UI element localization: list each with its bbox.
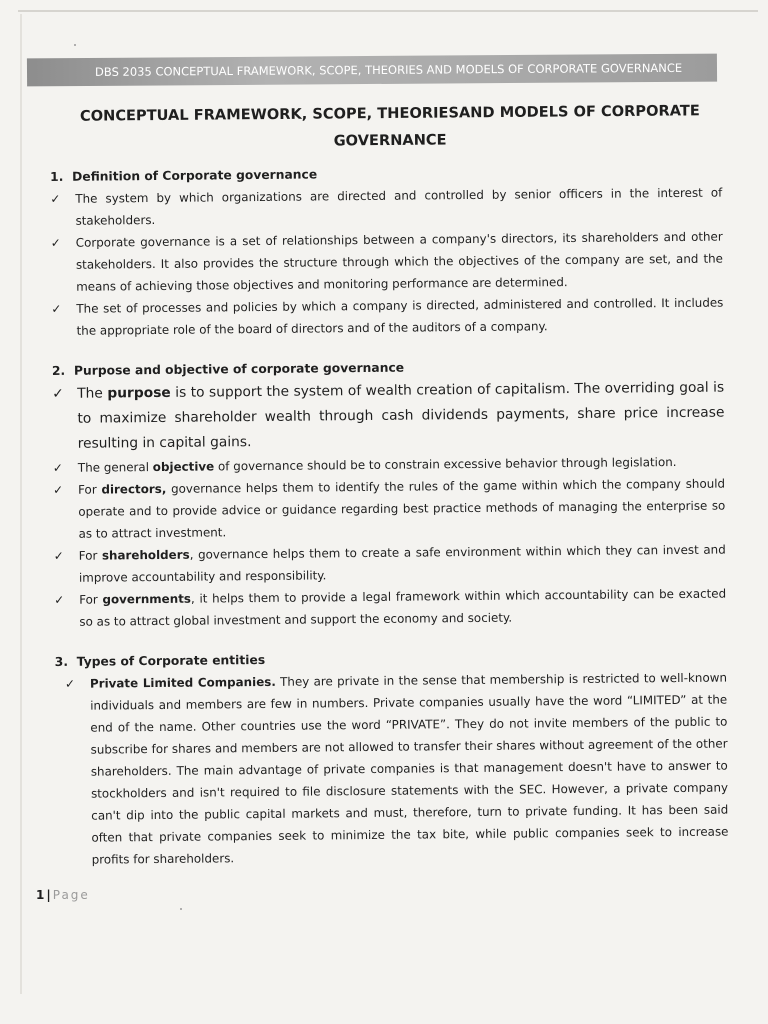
document-title-line-2: GOVERNANCE <box>333 131 447 150</box>
emphasis: governments <box>102 591 192 607</box>
checkmark-icon: ✓ <box>50 235 61 250</box>
section-corporate-entities <box>55 645 729 871</box>
checkmark-icon: ✓ <box>51 301 62 316</box>
section-heading-text: Definition of Corporate governance <box>72 167 318 184</box>
list-item <box>51 292 723 342</box>
section-heading-text: Purpose and objective of corporate governance <box>73 360 405 378</box>
list-item <box>51 226 724 298</box>
checkmark-icon: ✓ <box>52 385 64 402</box>
list-item: ✓ For shareholders, governance helps them to create a safe environment within which they can invest and improve accountability and responsibility. <box>53 542 726 585</box>
scan-left-edge <box>20 14 22 994</box>
page-number: 1 <box>36 888 45 902</box>
checkmark-icon: ✓ <box>53 548 64 563</box>
emphasis: purpose <box>107 384 171 402</box>
list-item-text: The set of processes and policies by which a company is directed, administered and controlled. It includes the appropriate role of the board of directors and of the auditors of a company. <box>76 295 724 338</box>
checkmark-icon: ✓ <box>50 191 61 206</box>
list-item-text: Corporate governance is a set of relationships between a company's directors, its shareholders and other stakeholders. It also provides the structure through which the objectives of the company are set, and the means of achieving those objectives and monitoring performance are determined. <box>75 229 723 294</box>
footer-separator: | <box>46 888 51 902</box>
list-item: ✓ The general objective of governance should be to constrain excessive behavior through legislation. <box>53 451 725 479</box>
scan-top-edge <box>18 10 758 12</box>
emphasis: directors, <box>101 481 167 497</box>
section-purpose <box>52 354 727 633</box>
course-header-bar: DBS 2035 CONCEPTUAL FRAMEWORK, SCOPE, THEORIES AND MODELS OF CORPORATE GOVERNANCE <box>27 54 717 87</box>
document-title <box>45 97 735 157</box>
section-definition <box>50 160 724 342</box>
list-item: ✓ The purpose is to support the system of wealth creation of capitalism. The overriding goal is to maximize shareholder wealth through cash dividends payments, share price increase resulting in capital gains. <box>52 379 725 452</box>
emphasis: objective <box>152 459 215 475</box>
document-body <box>50 160 729 871</box>
section-number: 2. <box>51 363 66 378</box>
checkmark-icon: ✓ <box>53 482 64 497</box>
page-footer <box>36 888 90 902</box>
checkmark-icon: ✓ <box>54 592 65 607</box>
list-item-text: The system by which organizations are directed and controlled by senior officers in the interest of stakeholders. <box>75 185 723 228</box>
list-item: ✓ Private Limited Companies. They are private in the sense that membership is restricted to well-known individuals and members are few in numbers. Private companies usually have the word “LIMITED” at the end of the name. Other countries use the word “PRIVATE”. They do not invite members of the public to subscribe for shares and members are not allowed to transfer their shares without agreement of the other shareholders. The main advantage of private companies is that management doesn't have to answer to stockholders and isn't required to file disclosure statements with the SEC. However, a private company can't dip into the public capital markets and must, therefore, turn to private funding. It has been said often that private companies seek to minimize the tax bite, while public companies seek to increase profits for shareholders. <box>64 670 729 867</box>
checkmark-icon: ✓ <box>64 676 76 691</box>
scan-speck <box>74 44 76 46</box>
emphasis: shareholders <box>101 547 190 563</box>
page-label: Page <box>52 888 90 902</box>
scan-speck <box>180 908 182 910</box>
list-item: ✓ For governments, it helps them to provide a legal framework within which accountability can be exacted so as to attract global investment and support the economy and society. <box>54 586 727 629</box>
section-number: 1. <box>50 169 64 184</box>
emphasis: Private Limited Companies. <box>89 674 276 691</box>
list-item: ✓ For directors, governance helps them to identify the rules of the game within which the company should operate and to provide advice or guidance regarding best practice methods of managing the enterprise so as to attract investment. <box>53 476 726 541</box>
section-number: 3. <box>54 654 69 669</box>
section-heading-text: Types of Corporate entities <box>76 652 266 669</box>
checkmark-icon: ✓ <box>52 460 63 475</box>
list-item <box>50 182 722 232</box>
document-title-line-1: CONCEPTUAL FRAMEWORK, SCOPE, THEORIESAND MODELS OF CORPORATE <box>79 102 700 125</box>
